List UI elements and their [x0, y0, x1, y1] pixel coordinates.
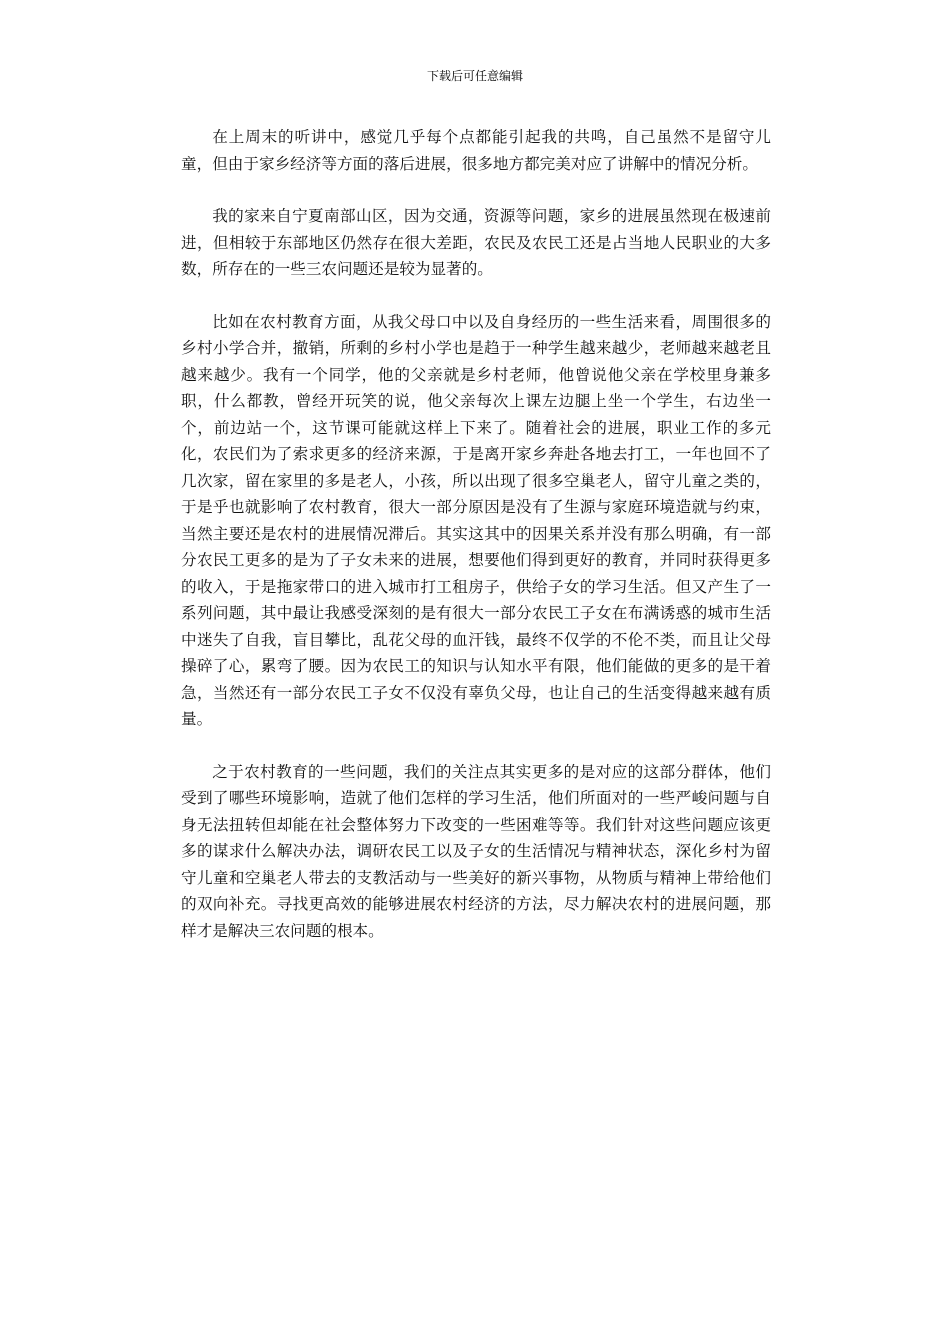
paragraph-3: 比如在农村教育方面，从我父母口中以及自身经历的一些生活来看，周围很多的乡村小学合并，撤销，所剩的乡村小学也是趋于一种学生越来越少，老师越来越老且越来越少。我有一个同学，他的父亲就是乡村老师，他曾说他父亲在学校里身兼多职，什么都教，曾经开玩笑的说，他父亲每次上课左边腿上坐一个学生，右边坐一个，前边站一个，这节课可能就这样上下来了。随着社会的进展，职业工作的多元化，农民们为了索求更多的经济来源，于是离开家乡奔赴各地去打工，一年也回不了几次家，留在家里的多是老人，小孩，所以出现了很多空巢老人，留守儿童之类的，于是乎也就影响了农村教育，很大一部分原因是没有了生源与家庭环境造就与约束，当然主要还是农村的进展情况滞后。其实这其中的因果关系并没有那么明确，有一部分农民工更多的是为了子女未来的进展，想要他们得到更好的教育，并同时获得更多的收入，于是拖家带口的进入城市打工租房子，供给子女的学习生活。但又产生了一系列问题，其中最让我感受深刻的是有很大一部分农民工子女在布满诱惑的城市生活中迷失了自我，盲目攀比，乱花父母的血汗钱，最终不仅学的不伦不类，而且让父母操碎了心，累弯了腰。因为农民工的知识与认知水平有限，他们能做的更多的是干着急，当然还有一部分农民工子女不仅没有辜负父母，也让自己的生活变得越来越有质量。 [181, 312, 771, 728]
document-body [181, 124, 771, 970]
paragraph-1: 在上周末的听讲中，感觉几乎每个点都能引起我的共鸣，自己虽然不是留守儿童，但由于家乡经济等方面的落后进展，很多地方都完美对应了讲解中的情况分析。 [181, 128, 771, 173]
page-header: 下载后可任意编辑 [426, 69, 523, 83]
paragraph-4: 之于农村教育的一些问题，我们的关注点其实更多的是对应的这部分群体，他们受到了哪些环境影响，造就了他们怎样的学习生活，他们所面对的一些严峻问题与自身无法扭转但却能在社会整体努力下改变的一些困难等等。我们针对这些问题应该更多的谋求什么解决办法，调研农民工以及子女的生活情况与精神状态，深化乡村为留守儿童和空巢老人带去的支教活动与一些美好的新兴事物，从物质与精神上带给他们的双向补充。寻找更高效的能够进展农村经济的方法，尽力解决农村的进展问题，那样才是解决三农问题的根本。 [181, 762, 771, 940]
paragraph-2: 我的家来自宁夏南部山区，因为交通，资源等问题，家乡的进展虽然现在极速前进，但相较于东部地区仍然存在很大差距，农民及农民工还是占当地人民职业的大多数，所存在的一些三农问题还是较为显著的。 [181, 207, 771, 278]
